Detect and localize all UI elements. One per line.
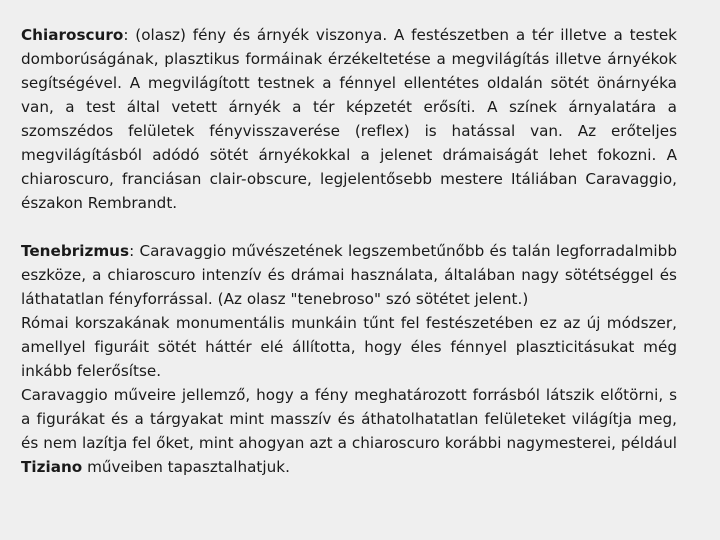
chiaroscuro-definition: : (olasz) fény és árnyék viszonya. A festészetben a tér illetve a testek domborúságának, plasztikus formáinak érzékeltetése a megvilágítás illetve árnyékok segítségével. A megvilágított testnek a fénnyel ellentétes oldalán sötét önárnyéka van, a test által vetett árnyék a tér képzetét erősíti. A színek árnyalatára a szomszédos felületek fényvisszaverése (reflex) is hatással van. Az erőteljes megvilágításból adódó sötét árnyékokkal a jelenet drámaiságát lehet fokozni. A chiaroscuro, franciásan clair-obscure, legjelentősebb mestere Itáliában Caravaggio, északon Rembrandt. xyxy=(21,26,677,212)
romai-text: Római korszakának monumentális munkáin tűnt fel festészetében ez az új módszer, amellyel figuráit sötét háttér elé állította, hogy éles fénnyel plaszticitásukat még inkább felerősítse. xyxy=(21,314,677,380)
caravaggio-text-after: műveiben tapasztalhatjuk. xyxy=(82,458,290,476)
chiaroscuro-paragraph xyxy=(21,23,677,215)
caravaggio-text-before: Caravaggio műveire jellemző, hogy a fény meghatározott forrásból látszik előtörni, s a figurákat és a tárgyakat mint masszív és áthatolhatatlan felületeket világítja meg, és nem lazítja fel őket, mint ahogyan azt a chiaroscuro korábbi nagymesterei, például xyxy=(21,386,677,452)
tenebrizmus-paragraph xyxy=(21,239,677,311)
caravaggio-paragraph xyxy=(21,383,677,479)
chiaroscuro-term: Chiaroscuro xyxy=(21,26,124,44)
tenebrizmus-definition: : Caravaggio művészetének legszembetűnőbb és talán legforradalmibb eszköze, a chiaroscuro intenzív és drámai használata, általában nagy sötétséggel és láthatatlan fényforrással. (Az olasz "tenebroso" szó sötétet jelent.) xyxy=(21,242,677,308)
romai-paragraph xyxy=(21,311,677,383)
tenebrizmus-term: Tenebrizmus xyxy=(21,242,130,260)
paragraph-spacer xyxy=(21,215,677,239)
text-block xyxy=(21,23,677,479)
tiziano-name: Tiziano xyxy=(21,458,83,476)
